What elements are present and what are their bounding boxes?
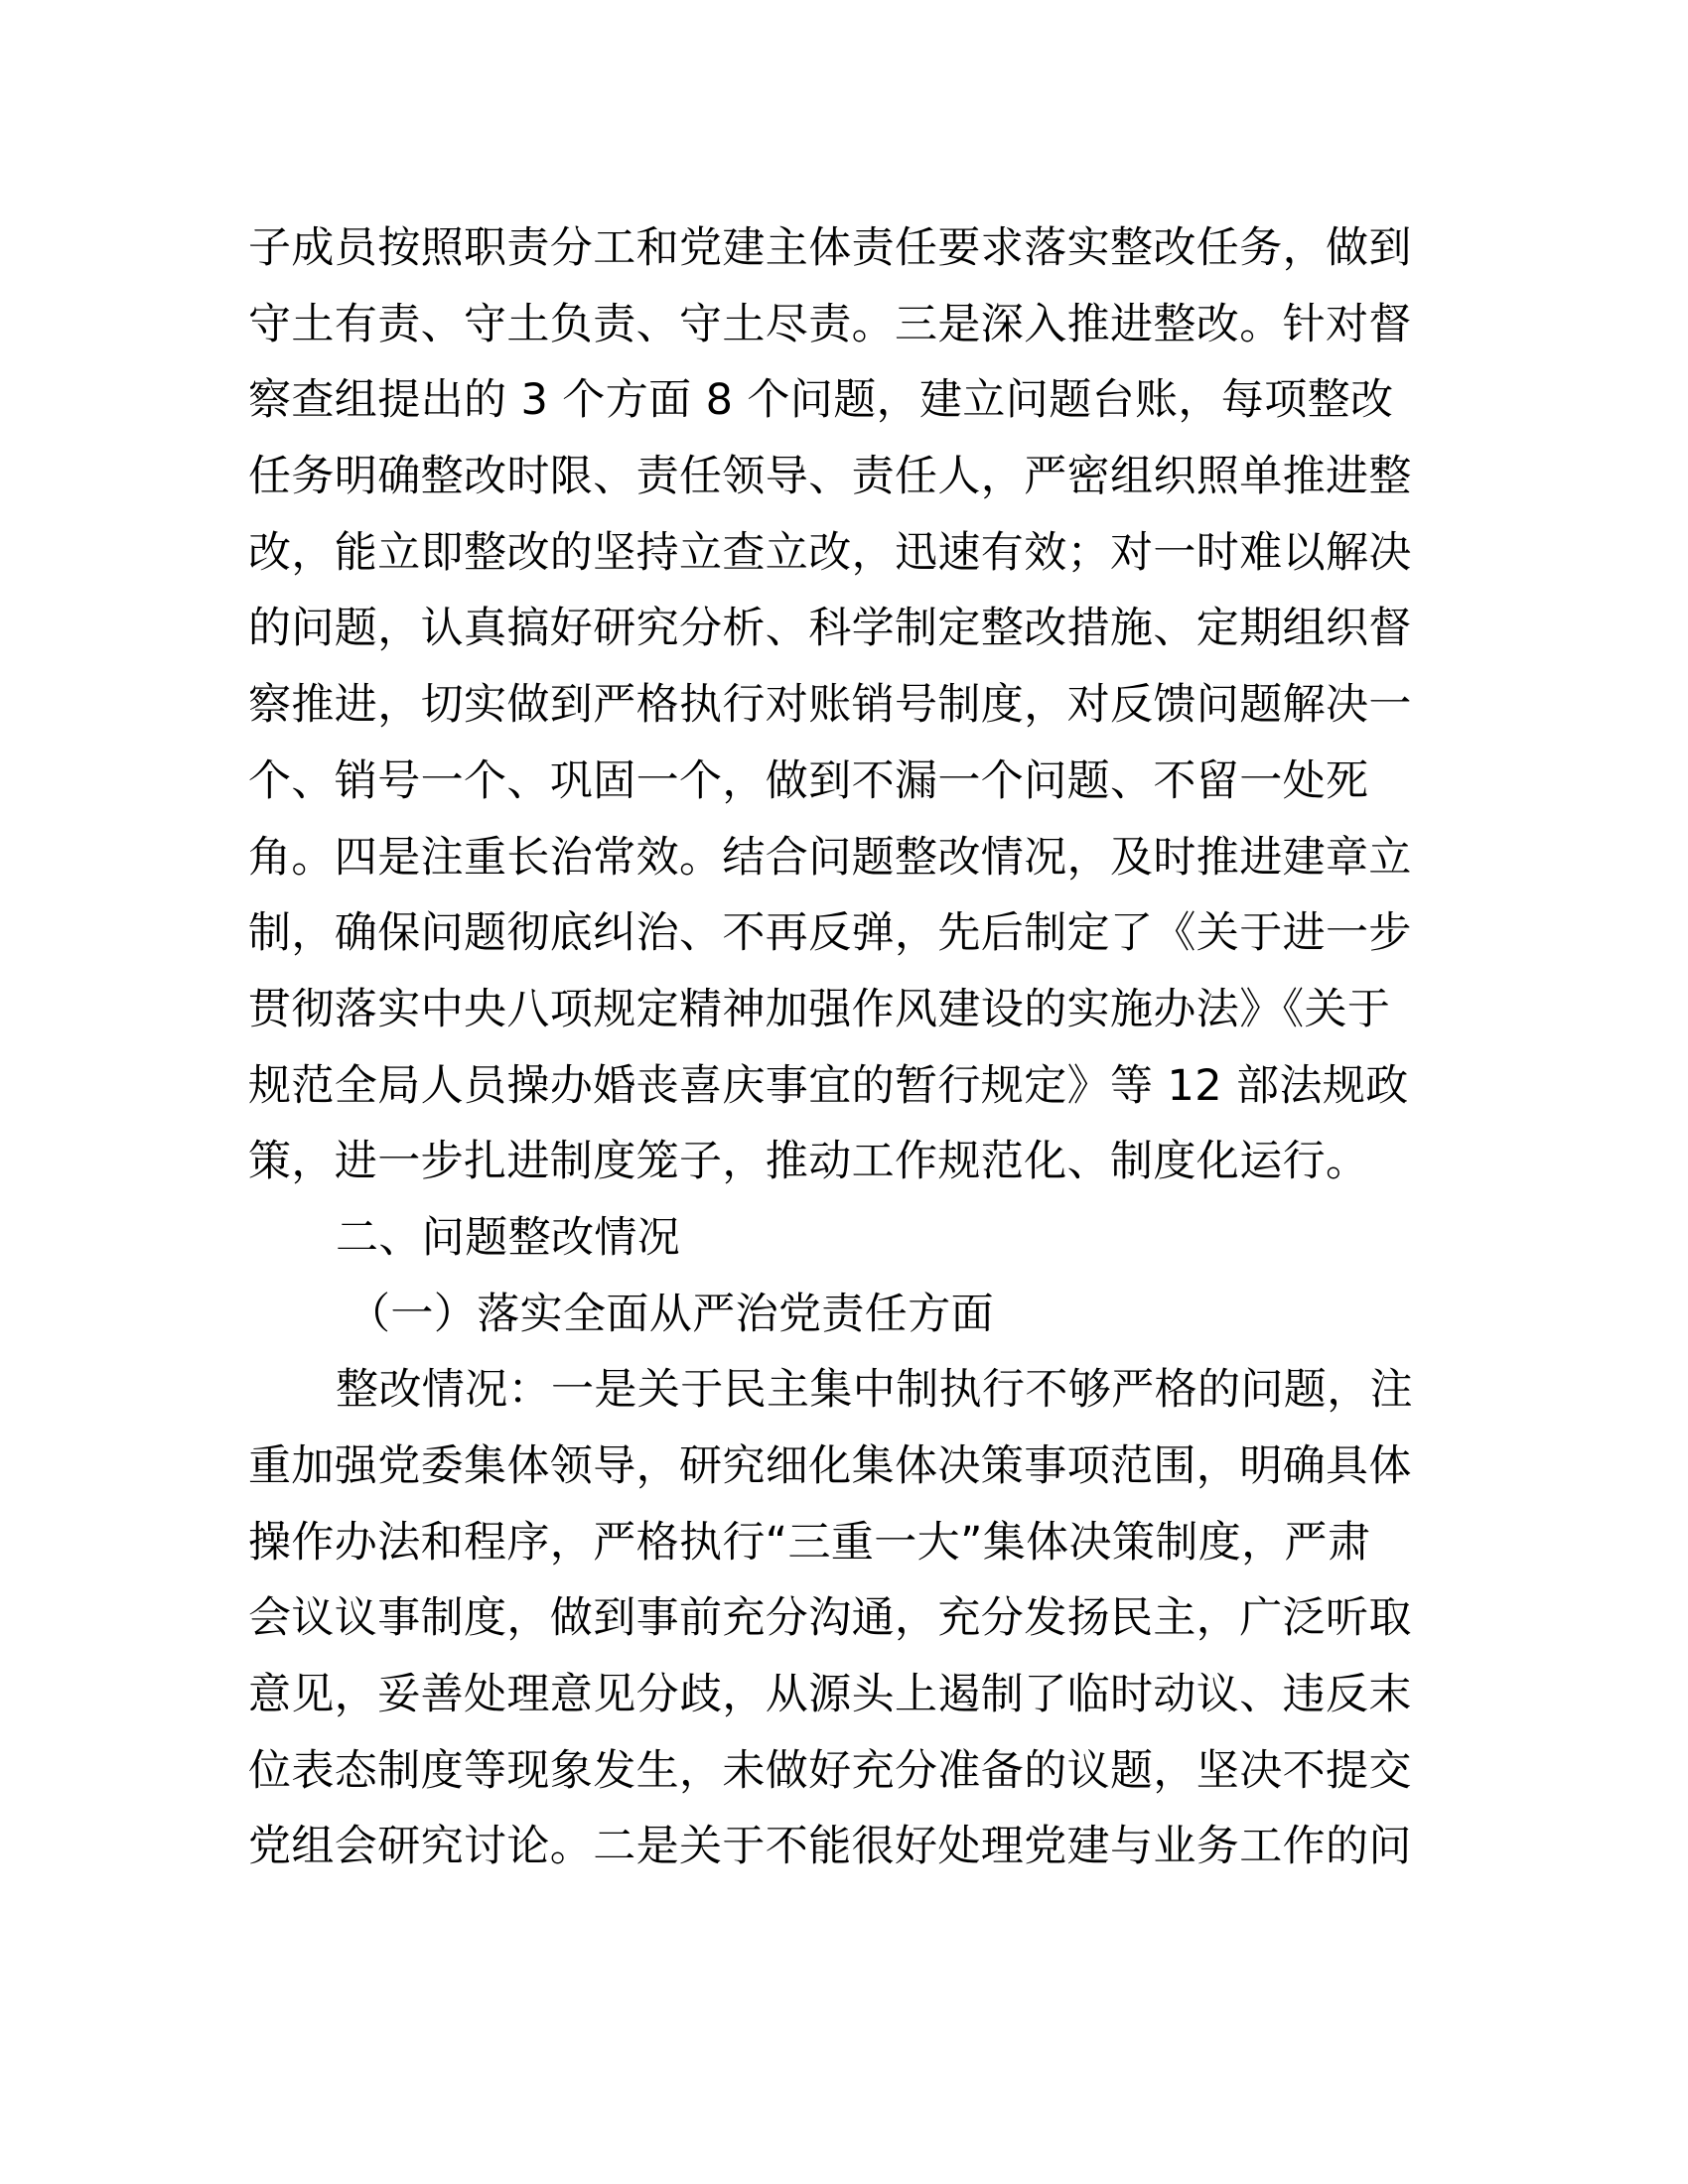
- body-text-line: 察推进，切实做到严格执行对账销号制度，对反馈问题解决一: [248, 680, 1412, 731]
- body-text-line: 制，确保问题彻底纠治、不再反弹，先后制定了《关于进一步: [248, 908, 1412, 959]
- body-text-line: 改，能立即整改的坚持立查立改，迅速有效；对一时难以解决: [248, 527, 1412, 578]
- paragraph-text-line: 位表态制度等现象发生，未做好充分准备的议题，坚决不提交: [248, 1745, 1412, 1796]
- subsection-heading: （一）落实全面从严治党责任方面: [348, 1289, 994, 1339]
- paragraph-text-line: 重加强党委集体领导，研究细化集体决策事项范围，明确具体: [248, 1441, 1412, 1491]
- section-heading: 二、问题整改情况: [336, 1212, 681, 1263]
- body-text-line: 策，进一步扎进制度笼子，推动工作规范化、制度化运行。: [248, 1137, 1369, 1187]
- body-text-line: 个、销号一个、巩固一个，做到不漏一个问题、不留一处死: [248, 755, 1369, 806]
- body-text-line: 察查组提出的 3 个方面 8 个问题，建立问题台账，每项整改: [248, 375, 1394, 426]
- body-text-line: 贯彻落实中央八项规定精神加强作风建设的实施办法》《关于: [248, 984, 1391, 1034]
- paragraph-text-line: 操作办法和程序，严格执行“三重一大”集体决策制度，严肃: [248, 1517, 1371, 1568]
- paragraph-text-line: 意见，妥善处理意见分歧，从源头上遏制了临时动议、违反末: [248, 1670, 1412, 1720]
- paragraph-text-line: 会议议事制度，做到事前充分沟通，充分发扬民主，广泛听取: [248, 1593, 1412, 1644]
- body-text-line: 守土有责、守土负责、守土尽责。三是深入推进整改。针对督: [248, 299, 1412, 349]
- paragraph-text-line: 党组会研究讨论。二是关于不能很好处理党建与业务工作的问: [248, 1822, 1412, 1872]
- document-body: [248, 210, 1440, 1885]
- body-text-line: 任务明确整改时限、责任领导、责任人，严密组织照单推进整: [248, 452, 1412, 502]
- body-text-line: 的问题，认真搞好研究分析、科学制定整改措施、定期组织督: [248, 604, 1412, 654]
- paragraph-text-line: 整改情况：一是关于民主集中制执行不够严格的问题，注: [336, 1365, 1413, 1416]
- body-text-line: 规范全局人员操办婚丧喜庆事宜的暂行规定》等 12 部法规政: [248, 1060, 1409, 1111]
- body-text-line: 子成员按照职责分工和党建主体责任要求落实整改任务，做到: [248, 223, 1412, 273]
- body-text-line: 角。四是注重长治常效。结合问题整改情况，及时推进建章立: [248, 832, 1412, 883]
